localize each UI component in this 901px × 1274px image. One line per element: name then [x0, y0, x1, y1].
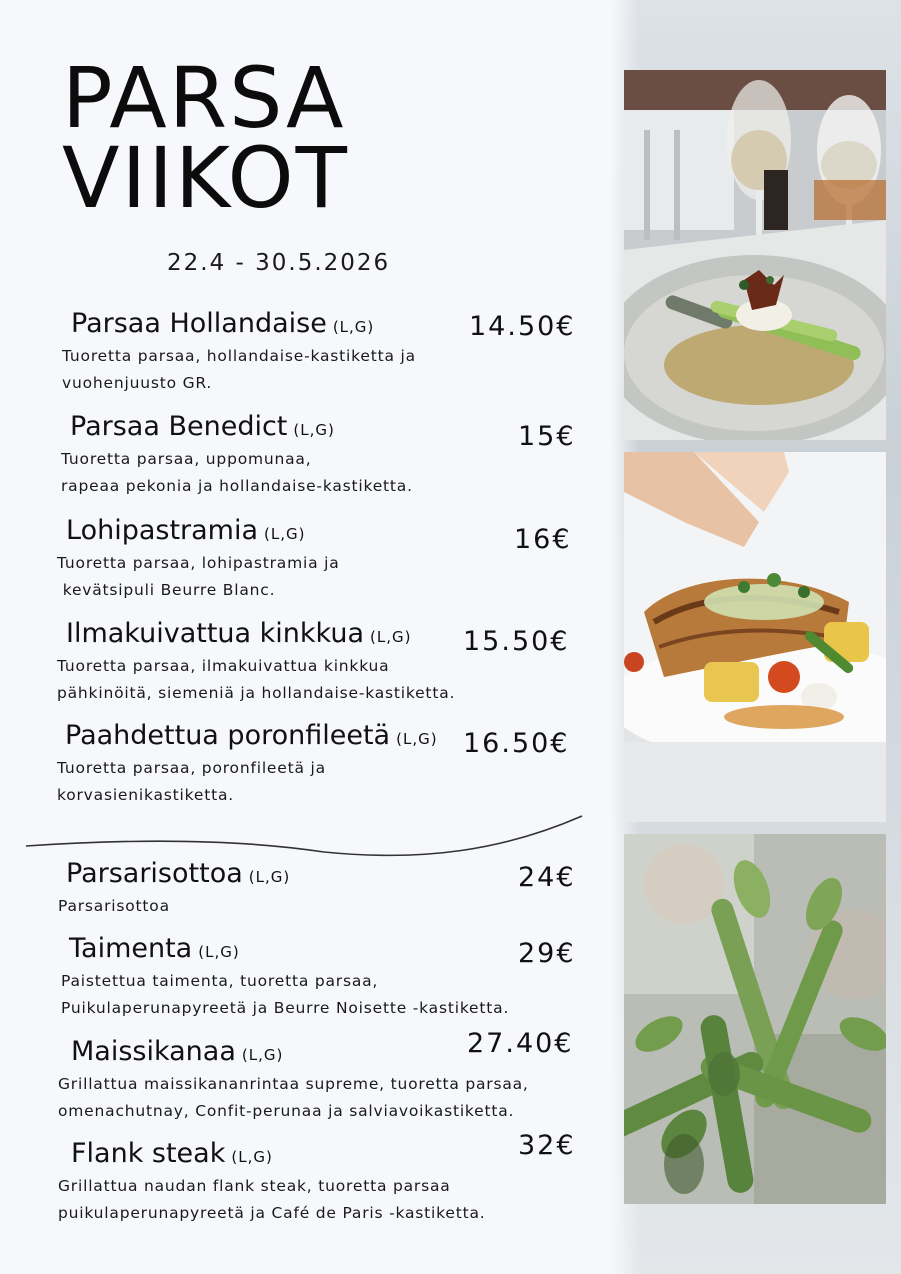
photo-asparagus-closeup: [624, 834, 886, 1204]
menu-item-price: 24€: [518, 862, 576, 893]
menu-item: [58, 1138, 486, 1227]
menu-item-diet-tag: (L,G): [264, 525, 306, 543]
menu-item-desc-1: Parsarisottoa: [58, 897, 170, 915]
menu-item-name: Paahdettua poronfileetä: [65, 720, 391, 751]
menu-item-price: 16€: [514, 524, 572, 555]
menu-item-name-row: [61, 933, 509, 964]
menu-item-price: 15.50€: [463, 626, 570, 657]
menu-item: [58, 1036, 529, 1125]
menu-item-diet-tag: (L,G): [241, 1046, 284, 1064]
menu-item-name-row: [58, 858, 290, 889]
menu-item-price: 15€: [518, 421, 576, 452]
menu-item-name: Lohipastramia: [66, 515, 259, 546]
menu-item-desc-1: Tuoretta parsaa, ilmakuivattua kinkkua: [57, 657, 390, 675]
menu-item-diet-tag: (L,G): [248, 868, 291, 886]
menu-item-desc-2: korvasienikastiketta.: [57, 786, 234, 804]
menu-item: [57, 618, 455, 707]
page-title: [62, 49, 349, 227]
menu-item-desc-2: pähkinöitä, siemeniä ja hollandaise-kastiketta.: [57, 684, 456, 702]
menu-item: [57, 515, 340, 604]
menu-item: [57, 720, 438, 809]
menu-item-price: 32€: [518, 1130, 576, 1161]
menu-item-desc-2: rapeaa pekonia ja hollandaise-kastiketta.: [61, 477, 413, 495]
photo-asparagus-plate: [624, 70, 886, 440]
menu-item-diet-tag: (L,G): [370, 628, 412, 646]
menu-item-name: Ilmakuivattua kinkkua: [66, 618, 365, 649]
menu-item-price: 14.50€: [469, 311, 576, 342]
date-range: 22.4 - 30.5.2026: [167, 250, 391, 276]
menu-item-desc-1: Grillattua maissikananrintaa supreme, tuoretta parsaa,: [58, 1075, 529, 1093]
menu-item-name-row: [57, 720, 438, 751]
menu-item-desc-1: Grillattua naudan flank steak, tuoretta parsaa: [58, 1177, 451, 1195]
menu-item-desc-2: vuohenjuusto GR.: [62, 374, 213, 392]
menu-item-name: Taimenta: [69, 933, 193, 964]
menu-item-name: Flank steak: [71, 1138, 226, 1169]
wavy-divider: [24, 810, 584, 860]
menu-item-name-row: [61, 411, 413, 442]
menu-item-desc-1: Paistettua taimenta, tuoretta parsaa,: [61, 972, 379, 990]
menu-item-name: Maissikanaa: [71, 1036, 236, 1067]
menu-item-price: 27.40€: [467, 1028, 574, 1059]
menu-item-price: 29€: [518, 938, 576, 969]
menu-item-desc-2: kevätsipuli Beurre Blanc.: [57, 581, 276, 599]
menu-item-name: Parsaa Benedict: [70, 411, 288, 442]
photo-fish-dish: [624, 452, 886, 822]
menu-item-diet-tag: (L,G): [332, 318, 375, 336]
menu-item-name-row: [57, 618, 455, 649]
menu-item-desc-1: Tuoretta parsaa, lohipastramia ja: [57, 554, 340, 572]
menu-item-desc-2: omenachutnay, Confit-perunaa ja salviavoikastiketta.: [58, 1102, 515, 1120]
menu-item-name-row: [57, 515, 340, 546]
menu-item-name-row: [58, 1138, 486, 1169]
menu-item-diet-tag: (L,G): [293, 421, 335, 439]
menu-item: [62, 308, 416, 397]
menu-item-name: Parsaa Hollandaise: [71, 308, 327, 339]
menu-item-desc-1: Tuoretta parsaa, hollandaise-kastiketta ja: [62, 347, 416, 365]
menu-item-desc-2: puikulaperunapyreetä ja Café de Paris -kastiketta.: [58, 1204, 486, 1222]
menu-item-desc-1: Tuoretta parsaa, poronfileetä ja: [57, 759, 326, 777]
menu-item: [58, 858, 290, 920]
menu-item: [61, 933, 509, 1022]
menu-item-diet-tag: (L,G): [231, 1148, 273, 1166]
menu-item-desc-1: Tuoretta parsaa, uppomunaa,: [61, 450, 312, 468]
menu-item-name-row: [62, 308, 416, 339]
menu-item-name: Parsarisottoa: [66, 858, 243, 889]
menu-item: [61, 411, 413, 500]
menu-item-diet-tag: (L,G): [396, 730, 438, 748]
menu-item-desc-2: Puikulaperunapyreetä ja Beurre Noisette -kastiketta.: [61, 999, 510, 1017]
title-line-1: PARSA: [62, 49, 346, 147]
menu-item-diet-tag: (L,G): [198, 943, 240, 961]
menu-item-name-row: [58, 1036, 529, 1067]
title-line-2: VIIKOT: [62, 129, 349, 227]
menu-item-price: 16.50€: [463, 728, 570, 759]
